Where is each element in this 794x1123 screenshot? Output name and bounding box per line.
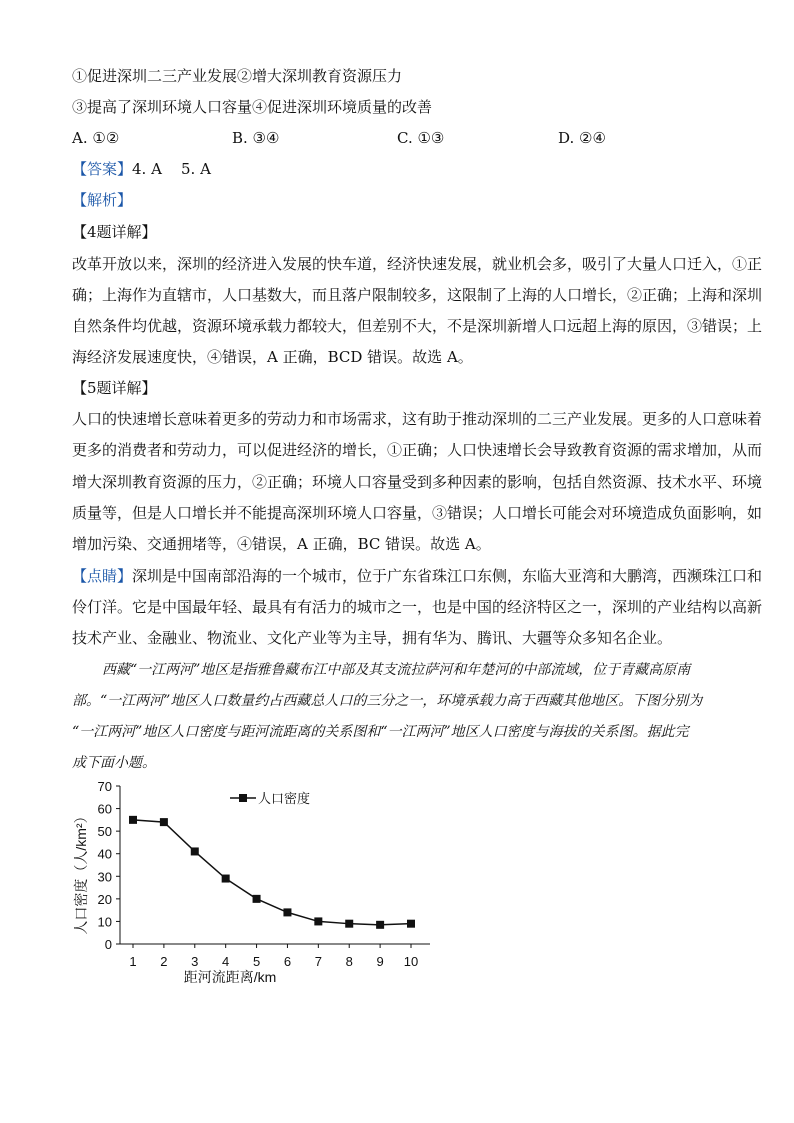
y-tick-label: 30	[97, 869, 112, 885]
x-tick-label: 3	[191, 954, 199, 969]
q5-items-line-1: ①促进深圳二三产业发展②增大深圳教育资源压力	[72, 67, 403, 85]
q5-line-2: 更多的消费者和劳动力，可以促进经济的增长，①正确；人口快速增长会导致教育资源的需求增加，从而	[72, 441, 763, 459]
x-tick-label: 2	[160, 954, 168, 969]
data-point	[283, 908, 291, 916]
answer-line	[72, 159, 211, 179]
q5-options	[72, 128, 712, 148]
data-point	[253, 895, 261, 903]
density-line	[133, 820, 411, 925]
q4-line-1: 改革开放以来，深圳的经济进入发展的快车道，经济快速发展，就业机会多，吸引了大量人口迁入，①正	[72, 255, 763, 273]
y-tick-label: 50	[97, 824, 112, 840]
intro-line-4: 成下面小题。	[72, 755, 156, 771]
data-point	[407, 920, 415, 928]
option-a: A. ①②	[72, 129, 120, 147]
q5-line-4: 质量等，但是人口增长并不能提高深圳环境人口容量，③错误；人口增长可能会对环境造成负面影响，如	[72, 504, 763, 522]
q4-line-2: 确；上海作为直辖市，人口基数大，而且落户限制较多，这限制了上海的人口增长，②正确；上海和深圳	[72, 286, 763, 304]
q4-line-4: 海经济发展速度快，④错误，A 正确，BCD 错误。故选 A。	[72, 348, 473, 366]
x-axis-label: 距河流距离/km	[183, 969, 277, 985]
x-tick-label: 10	[403, 954, 419, 969]
data-point	[345, 920, 353, 928]
answer-label: 【答案】	[72, 160, 133, 178]
q5-line-1: 人口的快速增长意味着更多的劳动力和市场需求，这有助于推动深圳的二三产业发展。更多的人口意味着	[72, 410, 763, 428]
q4-heading: 【4题详解】	[72, 223, 157, 241]
x-tick-label: 4	[222, 954, 230, 969]
y-tick-labels	[98, 779, 112, 952]
note-label: 【点睛】	[72, 567, 133, 585]
y-tick-label: 70	[97, 779, 112, 794]
analysis-label: 【解析】	[72, 191, 133, 209]
q5-heading: 【5题详解】	[72, 379, 157, 397]
density-series	[129, 816, 415, 929]
legend	[230, 791, 310, 806]
data-point	[129, 816, 137, 824]
q5-line-5: 增加污染、交通拥堵等，④错误，A 正确，BC 错误。故选 A。	[72, 535, 491, 553]
legend-label: 人口密度	[258, 791, 311, 806]
x-tick-label: 8	[345, 954, 353, 969]
x-tick-labels	[129, 954, 418, 969]
y-tick-label: 10	[97, 914, 112, 930]
q5-line-3: 增大深圳教育资源的压力，②正确；环境人口容量受到多种因素的影响，包括自然资源、技术水平、环境	[72, 473, 763, 491]
q5-items-line-2: ③提高了深圳环境人口容量④促进深圳环境质量的改善	[72, 98, 433, 116]
option-d: D. ②④	[558, 129, 606, 147]
legend-marker	[239, 794, 247, 802]
data-point	[222, 875, 230, 883]
x-tick-label: 1	[129, 954, 137, 969]
y-axis-label: 人口密度（人/km²）	[73, 809, 89, 935]
data-point	[160, 818, 168, 826]
y-tick-label: 60	[97, 801, 112, 817]
y-tick-label: 40	[97, 846, 112, 862]
option-c: C. ①③	[397, 129, 445, 147]
answer-text: 4. A 5. A	[132, 160, 211, 178]
q4-line-3: 自然条件均优越，资源环境承载力都较大，但差别不大，不是深圳新增人口远超上海的原因，③错误；上	[72, 317, 763, 335]
x-tick-label: 6	[283, 954, 292, 969]
data-point	[191, 847, 199, 855]
note-line-3: 技术产业、金融业、物流业、文化产业等为主导，拥有华为、腾讯、大疆等众多知名企业。	[72, 629, 673, 647]
intro-line-1: 西藏“一江两河”地区是指雅鲁藏布江中部及其支流拉萨河和年楚河的中部流域，位于青藏高原南	[102, 662, 691, 678]
x-tick-label: 7	[314, 954, 322, 969]
option-b: B. ③④	[232, 129, 280, 147]
y-tick-label: 0	[104, 937, 112, 952]
intro-line-2: 部。“一江两河”地区人口数量约占西藏总人口的三分之一，环境承载力高于西藏其他地区。下图分别为	[72, 693, 703, 709]
intro-line-3: “一江两河”地区人口密度与距河流距离的关系图和“一江两河”地区人口密度与海拔的关系图。据此完	[72, 724, 689, 740]
x-tick-label: 5	[252, 954, 261, 969]
note-text-1: 深圳是中国南部沿海的一个城市，位于广东省珠江口东侧，东临大亚湾和大鹏湾，西濒珠江口和	[132, 567, 763, 585]
x-tick-label: 9	[376, 954, 384, 969]
y-tick-label: 20	[97, 891, 112, 907]
population-density-chart	[60, 772, 440, 992]
data-point	[314, 917, 322, 925]
note-line-1	[72, 566, 762, 586]
note-line-2: 伶仃洋。它是中国最年轻、最具有有活力的城市之一，也是中国的经济特区之一，深圳的产业结构以高新	[72, 598, 763, 616]
data-point	[376, 921, 384, 929]
